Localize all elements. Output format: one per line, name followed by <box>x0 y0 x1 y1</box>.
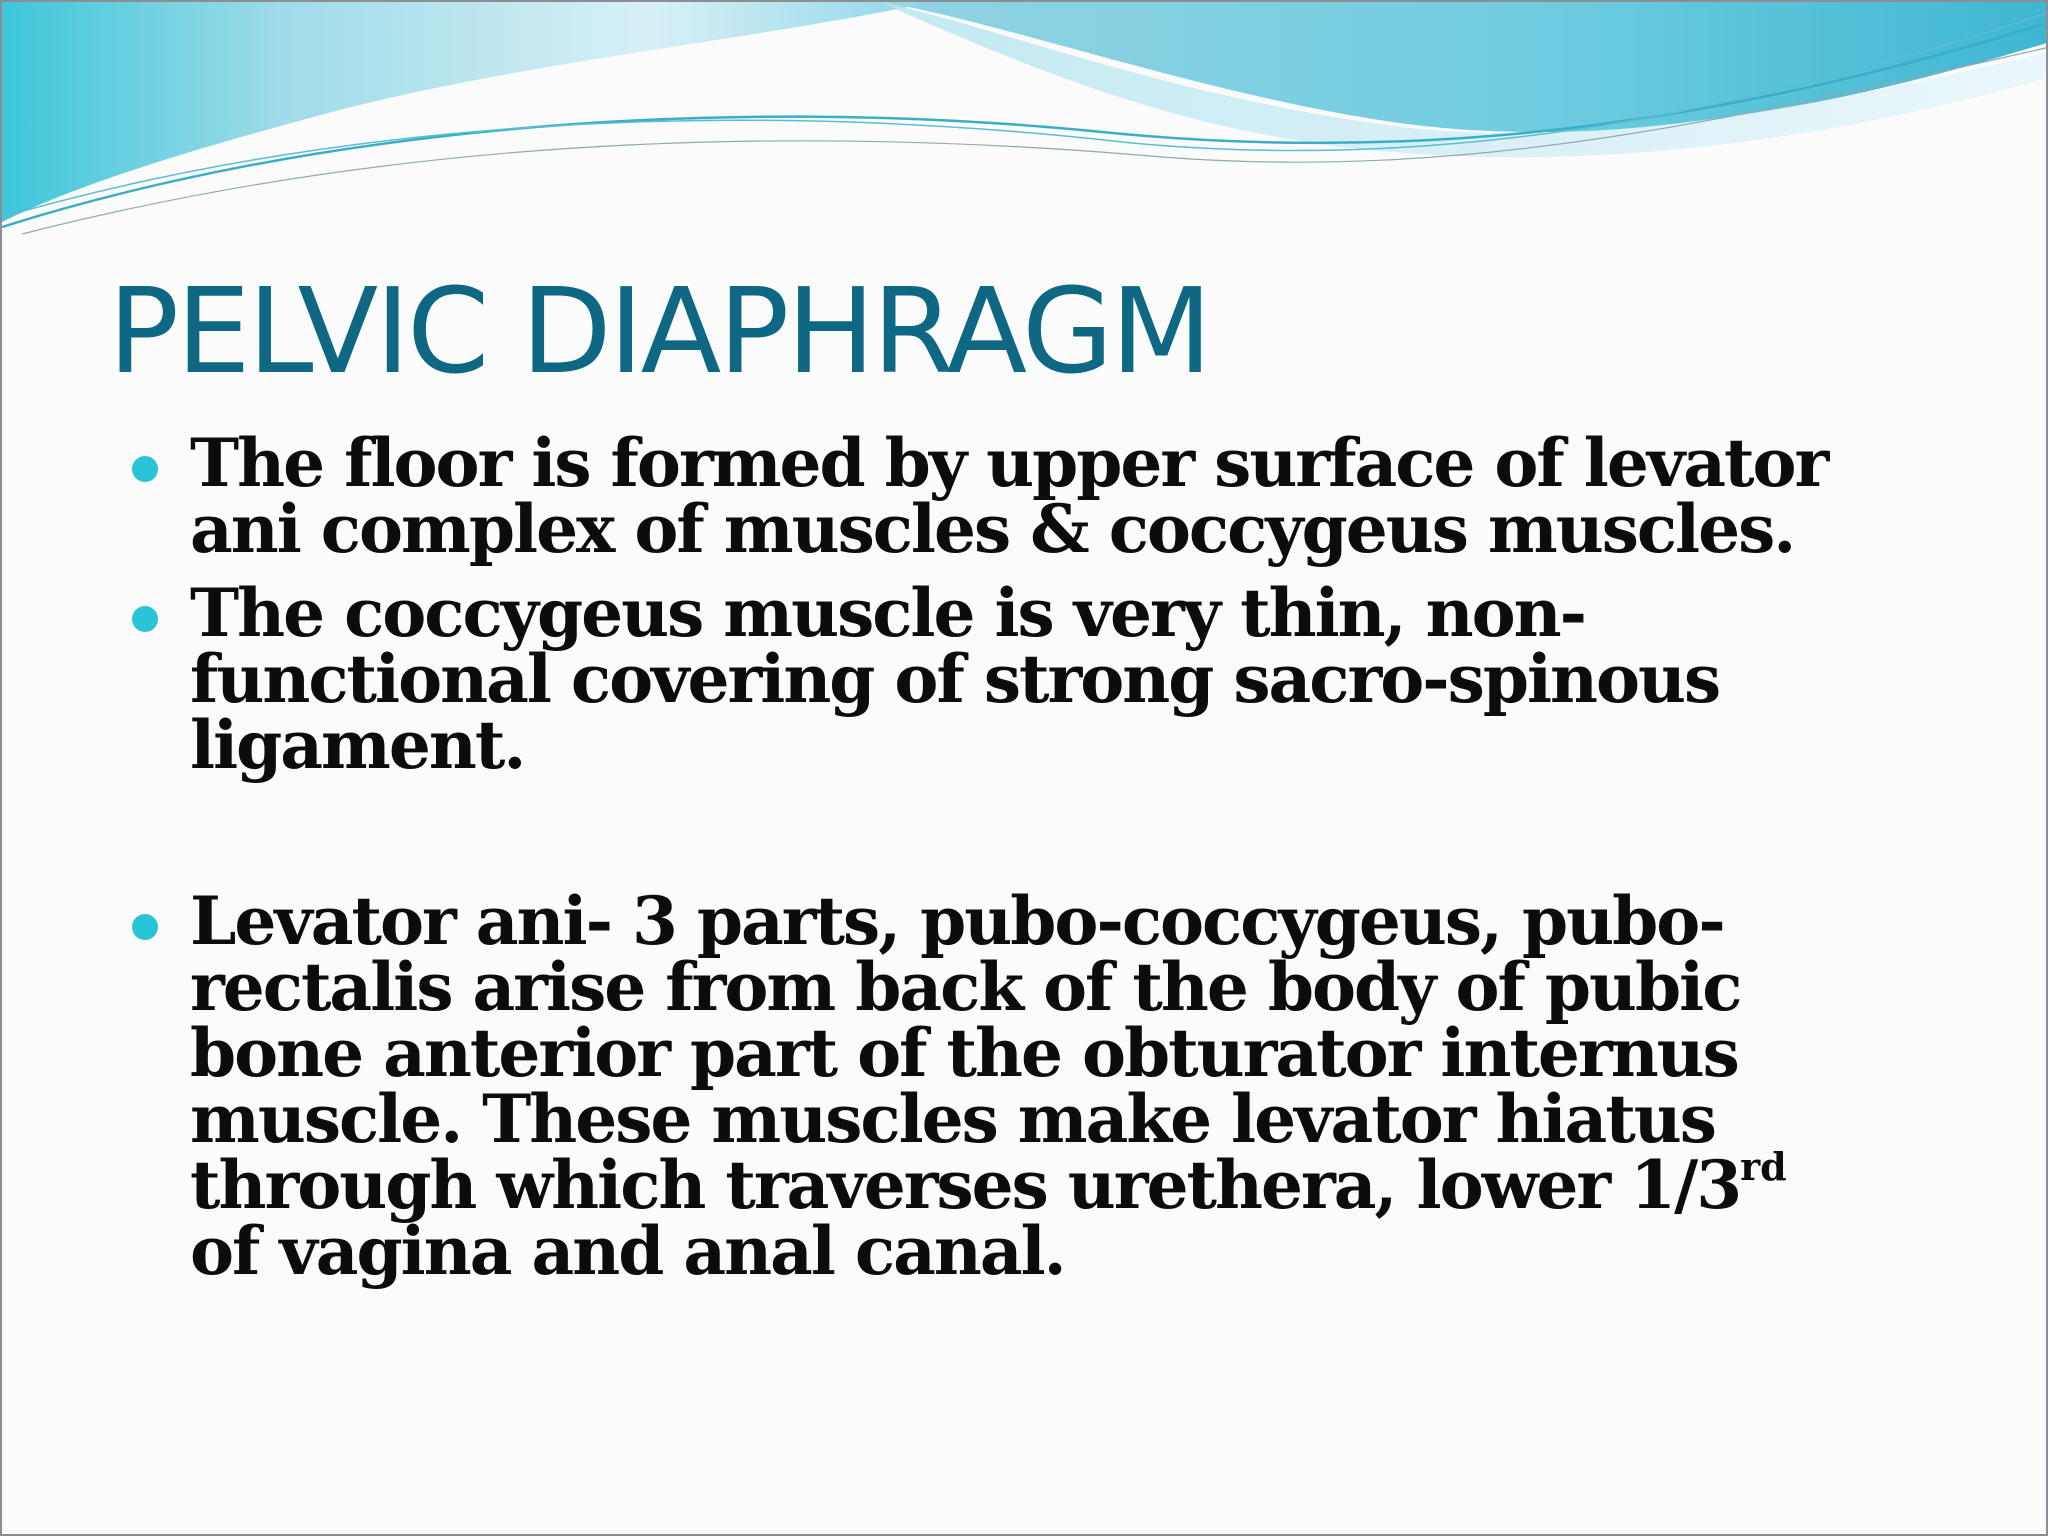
bullet-line-with-superscript <box>190 1144 2012 1224</box>
bullet-line: rectalis arise from back of the body of pubic <box>190 948 1741 1026</box>
bullet-line: bone anterior part of the obturator internus <box>190 1014 1738 1092</box>
bullet-dot-icon <box>132 606 158 632</box>
bullet-line: The coccygeus muscle is very thin, non- <box>190 574 1585 652</box>
bullet-list <box>132 424 2012 1290</box>
bullet-line: ani complex of muscles & coccygeus muscles. <box>190 490 1795 568</box>
bullet-dot-icon <box>132 914 158 940</box>
wave-header-decoration <box>2 2 2048 242</box>
bullet-dot-icon <box>132 456 158 482</box>
bullet-item-pelvic-floor <box>132 424 2012 568</box>
bullet-line: Levator ani- 3 parts, pubo-coccygeus, pubo- <box>190 882 1724 960</box>
bullet-item-levator-ani <box>132 882 2012 1290</box>
bullet-line: ligament. <box>190 706 525 784</box>
bullet-line: The floor is formed by upper surface of levator <box>190 424 1828 502</box>
slide-title: PELVIC DIAPHRAGM <box>108 262 1210 400</box>
bullet-line: of vagina and anal canal. <box>190 1212 1065 1290</box>
bullet-line: muscle. These muscles make levator hiatus <box>190 1080 1715 1158</box>
bullet-item-coccygeus <box>132 574 2012 784</box>
ordinal-superscript: rd <box>1740 1144 1787 1189</box>
bullet-line-text: through which traverses urethera, lower 1/3 <box>190 1146 1741 1224</box>
bullet-line: functional covering of strong sacro-spinous <box>190 640 1720 718</box>
